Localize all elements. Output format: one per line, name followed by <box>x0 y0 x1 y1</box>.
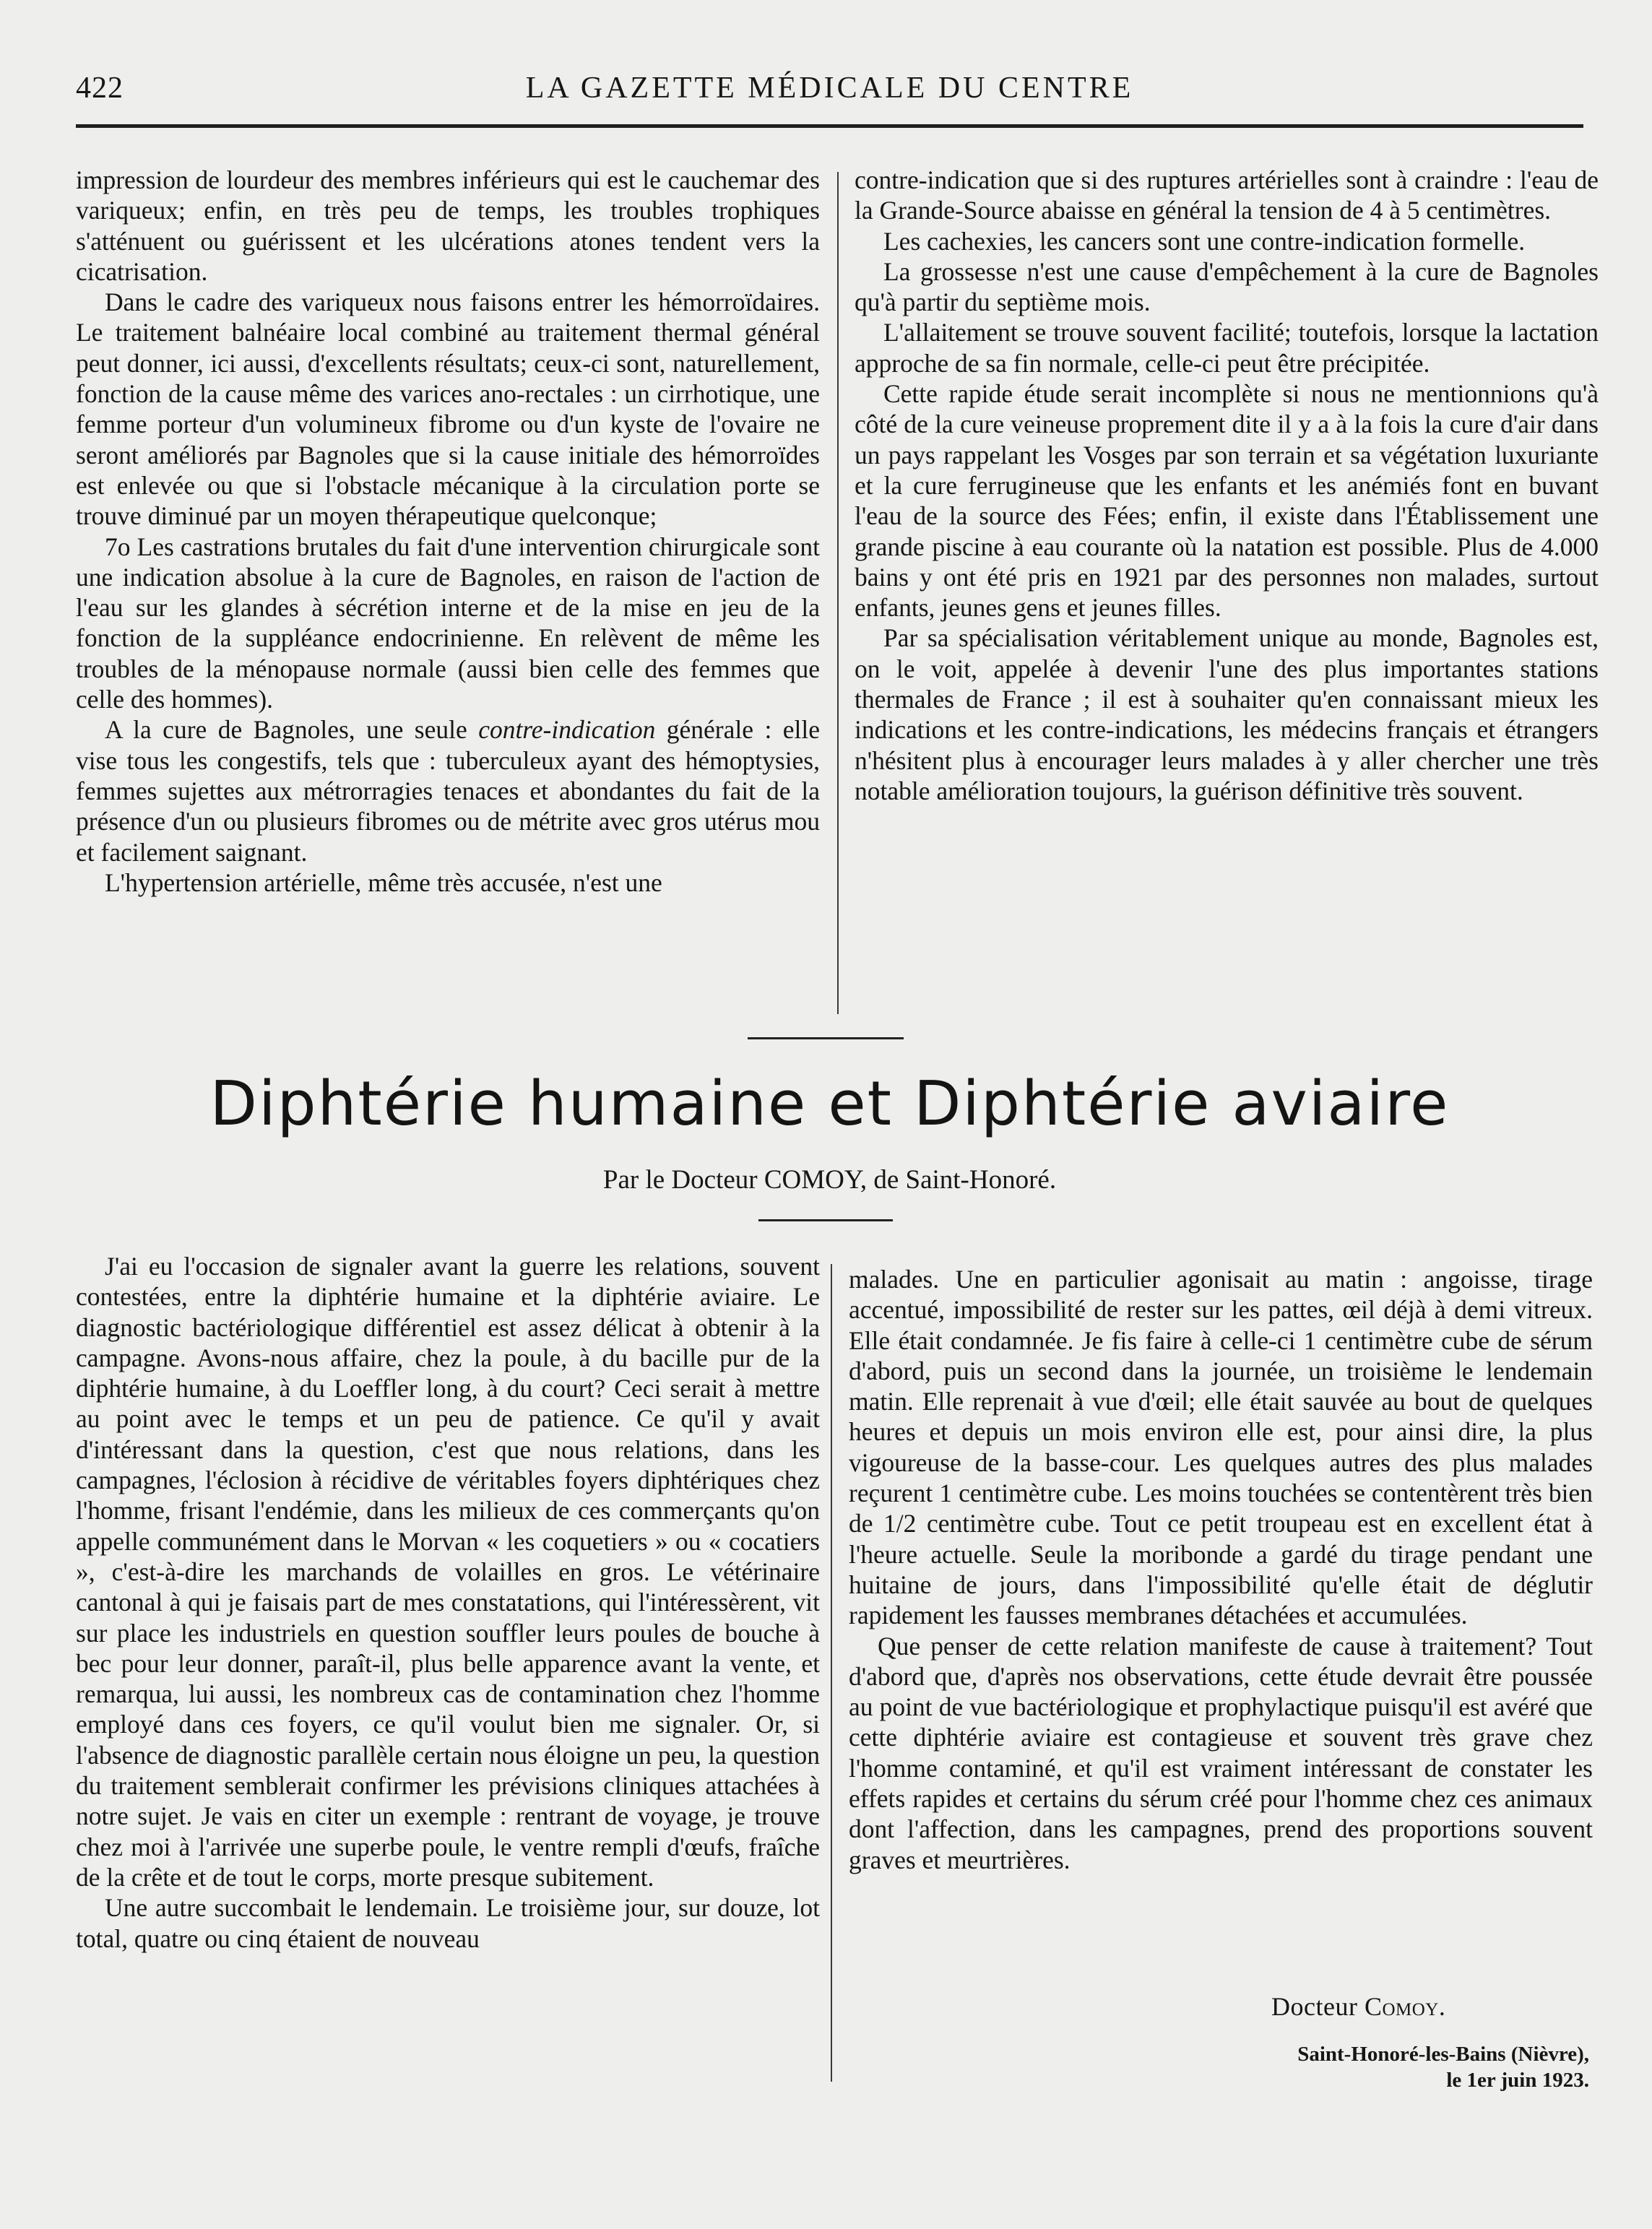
paragraph: 7o Les castrations brutales du fait d'une intervention chirurgicale sont une indication absolue à la cure de Bagnoles, en raison de l'action de l'eau sur les glandes à sécrétion interne et de la mise en jeu de la fonction de la suppléance endocrinienne. En relèvent de même les troubles de la ménopause normale (aussi bien celle des femmes que celle des hommes). <box>76 532 820 714</box>
paragraph: J'ai eu l'occasion de signaler avant la guerre les relations, souvent contestées, entre la diphtérie humaine et la diphtérie aviaire. Le diagnostic bactériologique différentiel est assez délicat à obtenir à la campagne. Avons-nous affaire, chez la poule, à du bacille pur de la diphtérie humaine, à du Loeffler long, à du court? Ceci serait à mettre au point avec le temps et un peu de patience. Ce qu'il y avait d'intéressant dans la question, c'est que nous relations, dans les campagnes, l'éclosion à récidive de véritables foyers diphtériques chez l'homme, frisant l'endémie, dans les milieux de ces commerçants qu'on appelle communément dans le Morvan « les coquetiers » ou « cocatiers », c'est-à-dire les marchands de volailles en gros. Le vétérinaire cantonal à qui je faisais part de mes constatations, qui l'intéressèrent, vit sur place les industriels en question souffler leurs poules de bouche à bec pour leur donner, paraît-il, plus belle apparence avant la vente, et remarqua, lui aussi, les nombreux cas de contamination chez l'homme employé dans ces foyers, ce qu'il voulut bien me signaler. Or, si l'absence de diagnostic parallèle certain nous éloigne un peu, la question du traitement semblerait confirmer les prévisions cliniques attachées à notre sujet. Je vais en citer un exemple : rentrant de voyage, je trouve chez moi à l'arrivée une superbe poule, le ventre rempli d'œufs, fraîche de la crête et de tout le corps, morte presque subitement. <box>76 1252 820 1892</box>
paragraph <box>76 714 820 867</box>
paragraph: impression de lourdeur des membres inférieurs qui est le cauchemar des variqueux; enfin, en très peu de temps, les troubles trophiques s'atténuent ou guérissent et les ulcérations atones tendent vers la cicatrisation. <box>76 165 820 286</box>
section-rule <box>748 1037 904 1039</box>
bottom-left-column <box>76 1251 820 2089</box>
text-run: générale : elle vise tous les congestifs, tels que : tuberculeux ayant des hémoptysies, femmes sujettes aux métrorragies tenaces et abondantes du fait de la présence d'un ou plusieurs fibromes ou de métrite avec gros utérus mou et facilement saignant. <box>76 715 820 867</box>
paragraph: Par sa spécialisation véritablement unique au monde, Bagnoles est, on le voit, appelée à devenir l'une des plus importantes stations thermales de France ; il est à souhaiter qu'en connaissant mieux les indications et les contre-indications, les médecins français et étrangers n'hésitent plus à encourager leurs malades à y aller chercher une très notable amélioration toujours, la guérison définitive très souvent. <box>855 623 1599 805</box>
column-divider <box>831 1264 832 2082</box>
byline: Par le Docteur COMOY, de Saint-Honoré. <box>602 1165 1057 1195</box>
column-divider <box>837 172 839 1014</box>
byline-rule <box>758 1219 893 1221</box>
signature <box>1271 1991 1575 2022</box>
paragraph: L'hypertension artérielle, même très accusée, n'est une <box>105 867 662 897</box>
paragraph: La grossesse n'est une cause d'empêchement à la cure de Bagnoles qu'à partir du septième mois. <box>855 256 1599 317</box>
top-right-column <box>855 165 1599 1017</box>
paragraph: malades. Une en particulier agonisait au matin : angoisse, tirage accentué, impossibilité de rester sur les pattes, œil déjà à demi vitreux. Elle était condamnée. Je fis faire à celle-ci 1 centimètre cube de sérum d'abord, puis un second dans la journée, un troisième le lendemain matin. Elle reprenait à vue d'œil; elle était sauvée au bout de quelques heures et depuis un mois environ elle est, pour ainsi dire, la plus vigoureuse de la basse-cour. Les quelques autres des plus malades reçurent 1 centimètre cube. Les moins touchées se contentèrent très bien de 1/2 centimètre cube. Tout ce petit troupeau est en excellent état à l'heure actuelle. Seule la moribonde a gardé du tirage pendant une huitaine de jours, dans l'impossibilité qu'elle était de déglutir rapidement les fausses membranes détachées et accumulées. <box>849 1265 1593 1630</box>
signature-prefix: Docteur <box>1271 1992 1365 2021</box>
article-title: Diphtérie humaine et Diphtérie aviaire <box>209 1068 1450 1140</box>
place-date <box>1141 2041 1589 2093</box>
paragraph: Une autre succombait le lendemain. Le troisième jour, sur douze, lot total, quatre ou cinq étaient de nouveau <box>76 1893 820 1953</box>
place: Saint-Honoré-les-Bains (Nièvre), <box>1297 2043 1589 2066</box>
italic-term: contre-indication <box>478 715 656 745</box>
paragraph: Que penser de cette relation manifeste de cause à traitement? Tout d'abord que, d'après nos observations, cette étude devrait être poussée au point de vue bactériologique et prophylactique puisqu'il est avéré que cette diphtérie aviaire est contagieuse et souvent très grave chez l'homme contaminé, et qu'il est vraiment intéressant de constater les effets rapides et certains du sérum créé pour l'homme chez ces animaux dont l'affection, dans les campagnes, prend des proportions souvent graves et meurtrières. <box>849 1631 1593 1874</box>
paragraph: Cette rapide étude serait incomplète si nous ne mentionnions qu'à côté de la cure veineuse proprement dite il y a à la fois la cure d'air dans un pays rappelant les Vosges par son terrain et sa végétation luxuriante et la cure ferrugineuse que les enfants et les anémiés font en buvant l'eau de la source des Fées; enfin, il existe dans l'Établissement une grande piscine à eau courante où la natation est possible. Plus de 4.000 bains y ont été pris en 1921 par des personnes non malades, surtout enfants, jeunes gens et jeunes filles. <box>855 379 1599 623</box>
paragraph: Les cachexies, les cancers sont une contre-indication formelle. <box>883 226 1526 256</box>
bottom-right-column <box>849 1264 1593 2015</box>
running-header <box>76 71 1583 114</box>
paragraph: Dans le cadre des variqueux nous faisons entrer les hémorroïdaires. Le traitement balnéaire local combiné au traitement thermal général peut donner, ici aussi, d'excellents résultats; ceux-ci sont, naturellement, fonction de la cause même des varices ano-rectales : un cirrhotique, une femme porteur d'un volumineux fibrome ou d'un kyste de l'ovaire ne seront améliorés par Bagnoles que si la cause initiale des hémorroïdes est enlevée ou que si l'obstacle mécanique à la circulation porte se trouve diminué par un moyen thérapeutique quelconque; <box>76 287 820 531</box>
paragraph: L'allaitement se trouve souvent facilité; toutefois, lorsque la lactation approche de sa fin normale, celle-ci peut être précipitée. <box>855 318 1599 378</box>
text-run: A la cure de Bagnoles, une seule <box>105 715 479 745</box>
top-left-column <box>76 165 820 1017</box>
header-rule <box>76 124 1583 128</box>
journal-title: LA GAZETTE MÉDICALE DU CENTRE <box>525 72 1134 105</box>
date: le 1er juin 1923. <box>1446 2069 1589 2092</box>
signature-name: Comoy. <box>1364 1992 1446 2021</box>
page-number: 422 <box>76 72 124 105</box>
paragraph: contre-indication que si des ruptures artérielles sont à craindre : l'eau de la Grande-Source abaisse en général la tension de 4 à 5 centimètres. <box>855 165 1599 225</box>
